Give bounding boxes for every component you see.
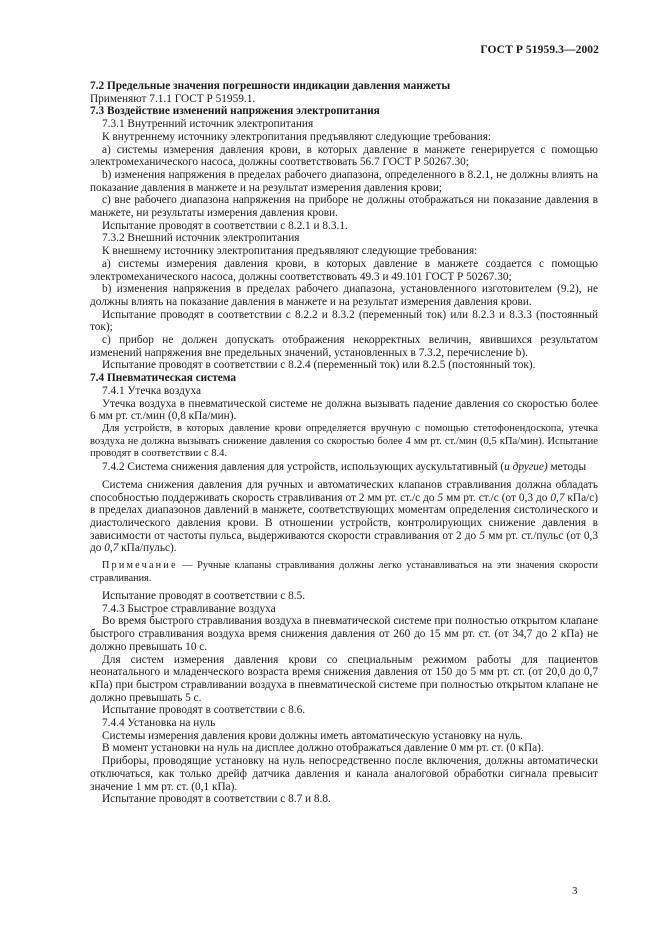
paragraph: К внешнему источнику электропитания предъявляют следующие требования: [102, 245, 478, 258]
note-label: Примечание [102, 560, 178, 572]
heading-7-3: 7.3 Воздействие изменений напряжения электропитания [90, 105, 380, 118]
text-span: 7.4.2 Система снижения давления для устройств, использующих аускультативный ( [102, 461, 505, 474]
italic-span: 0,7 [550, 491, 565, 504]
text-span: Система снижения давления для ручных и автоматических клапанов стравливания должна обладать способностью поддерживать скорость стравливания от 2 мм рт. ст./с до [90, 478, 598, 504]
subheading-7-4-2 [90, 461, 598, 474]
list-item-b: b) изменения напряжения в пределах рабочего диапазона, установленного изготовителем (9.2), не должны влиять на показание давления в манжете и на результат измерения давления крови. [90, 283, 598, 308]
paragraph: Испытание проводят в соответствии с 8.2.2 и 8.3.2 (переменный ток) или 8.2.3 и 8.3.3 (постоянный ток); [90, 308, 598, 334]
paragraph: Применяют 7.1.1 ГОСТ Р 51959.1. [90, 92, 256, 105]
standard-header: ГОСТ Р 51959.3—2002 [480, 44, 599, 56]
text-span: кПа/пульс). [118, 542, 177, 555]
paragraph [90, 479, 598, 555]
subheading-7-3-1: 7.3.1 Внутренний источник электропитания [102, 118, 314, 131]
italic-span: 0,7 [104, 542, 119, 555]
heading-7-4: 7.4 Пневматическая система [90, 372, 237, 385]
subheading-7-4-3: 7.4.3 Быстрое стравливание воздуха [102, 602, 276, 615]
text-span: мм рт. ст./с (от 0,3 до [443, 491, 551, 504]
list-item-c: c) вне рабочего диапазона напряжения на приборе не должны отображаться ни показание давления в манжете, ни результаты измерения давления крови. [90, 194, 598, 220]
paragraph: Испытание проводят в соответствии с 8.7 и 8.8. [102, 793, 331, 806]
paragraph: К внутреннему источнику электропитания предъявляют следующие требования: [102, 130, 492, 143]
list-item-a: a) системы измерения давления крови, в которых давление в манжете генерируется с помощью электромеханического насоса, должны соответствовать 56.7 ГОСТ Р 50267.30; [90, 143, 598, 169]
paragraph: Испытание проводят в соответствии с 8.6. [102, 704, 306, 717]
heading-7-2: 7.2 Предельные значения погрешности индикации давления манжеты [90, 80, 451, 92]
paragraph: Утечка воздуха в пневматической системе не должна вызывать падение давления со скоростью более 6 мм рт. ст./мин (0,8 кПа/мин). [90, 397, 598, 423]
list-item-a: a) системы измерения давления крови, в которых давление в манжете создается с помощью электромеханического насоса, должны соответствовать 49.3 и 49.101 ГОСТ Р 50267.30; [90, 257, 598, 283]
paragraph: Для устройств, в которых давление крови определяется вручную с помощью стетофонендоскопа, утечка воздуха не должна вызывать снижение давления со скоростью более 4 мм рт. ст./мин (0,5 кПа/мин). Испытание проводят в соответствии с 8.4. [90, 422, 598, 460]
text-span: методы [547, 461, 587, 474]
paragraph: Испытание проводят в соответствии с 8.2.4 (переменный ток) или 8.2.5 (постоянный ток). [102, 359, 536, 372]
italic-span: и другие) [504, 461, 548, 474]
paragraph: В момент установки на нуль на дисплее должно отображаться давление 0 мм рт. ст. (0 кПа). [102, 742, 544, 755]
paragraph: Испытание проводят в соответствии с 8.2.1 и 8.3.1. [102, 219, 348, 232]
list-item-c: c) прибор не должен допускать отображения некорректных величин, явившихся результатом изменений напряжения вне предельных значений, установленных в 7.3.2, перечисление b). [90, 334, 598, 359]
list-item-b: b) изменения напряжения в пределах рабочего диапазона, определенного в 8.2.1, не должны влиять на показание давления в манжете и на результат измерения давления крови; [90, 168, 598, 194]
page-number: 3 [572, 885, 578, 897]
paragraph: Во время быстрого стравливания воздуха в пневматической системе при полностью открытом клапане быстрого стравливания воздуха время снижения давления от 260 до 15 мм рт. ст. (от 34,7 до 2 кПа) не должно превышать 10 с. [90, 615, 598, 653]
subheading-7-3-2: 7.3.2 Внешний источник электропитания [102, 232, 300, 245]
paragraph: Испытание проводят в соответствии с 8.5. [102, 590, 306, 603]
italic-span: 5 [479, 529, 486, 542]
text-span: мм рт. ст./пульс (от 0,3 до [90, 529, 598, 555]
subheading-7-4-4: 7.4.4 Установка на нуль [102, 717, 216, 730]
note-text: — Ручные клапаны стравливания должны легко устанавливаться на эти значения скорости стравливания. [90, 560, 598, 584]
paragraph: Для систем измерения давления крови со специальным режимом работы для пациентов неонатального и младенческого возраста время снижения давления от 150 до 5 мм рт. ст. (от 20,0 до 0,7 кПа) при быстром стравливании воздуха в пневматической системе при полностью открытом клапане не должно превышать 5 с. [90, 653, 598, 704]
subheading-7-4-1: 7.4.1 Утечка воздуха [102, 384, 201, 397]
text-span: кПа/с) в пределах диапазонов давлений в манжете, соответствующих моментам определения систолического и диастолического давления крови. В отношении устройств, контролирующих снижение давления в зависимости от частоты пульса, выдерживаются скорости стравливания от 2 до [90, 491, 598, 542]
document-body [90, 80, 598, 806]
paragraph: Системы измерения давления крови должны иметь автоматическую установку на нуль. [102, 729, 523, 742]
note [90, 560, 598, 585]
italic-span: 5 [437, 491, 444, 504]
paragraph: Приборы, проводящие установку на нуль непосредственно после включения, должны автоматически отключаться, как только дрейф датчика давления и канала аналоговой обработки сигнала превысит значение 1 мм рт. ст. (0,1 кПа). [90, 755, 598, 793]
